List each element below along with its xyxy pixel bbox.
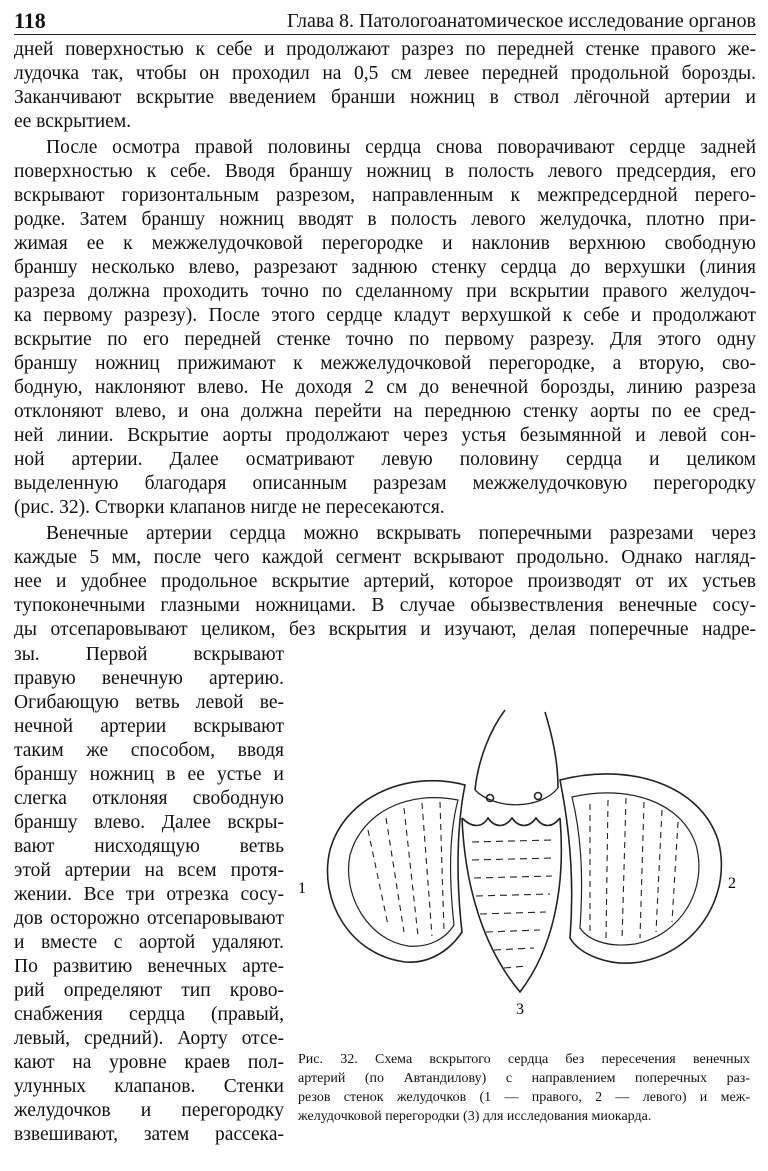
caption-line: Рис. 32. Схема вскрытого сердца без пересечения венечных: [298, 1052, 750, 1067]
text-line: ка первому разрезу). После этого сердце кладут верхушкой к себе и продолжают: [14, 305, 756, 326]
column-line: снабжения сердца (правый,: [14, 1004, 284, 1025]
column-line: желудочков и перегородку: [14, 1100, 284, 1121]
page-header: [14, 8, 756, 35]
left-ventricle-wall: [560, 774, 721, 963]
text-line: вскрывают горизонтальным разрезом, направленным к межпредсердной перего-: [14, 185, 756, 206]
text-line: Заканчивают вскрытие введением бранши ножниц в ствол лёгочной артерии и: [14, 87, 756, 108]
column-line: дов осторожно отсепаровывают: [14, 908, 284, 929]
text-line: браншу несколько влево, разрезают заднюю стенку сердца до верхушки (линия: [14, 257, 756, 278]
text-line: каждые 5 мм, после чего каждой сегмент вскрывают продольно. Однако нагляд-: [14, 547, 756, 568]
heart-diagram-figure: [290, 700, 756, 1030]
column-line: браншу ножниц в ее устье и: [14, 764, 284, 785]
column-line: кают на уровне краев пол-: [14, 1052, 284, 1073]
column-line: По развитию венечных арте-: [14, 956, 284, 977]
page-number: 118: [14, 8, 46, 33]
figure-label-2: 2: [728, 875, 736, 892]
caption-line: артерий (по Автандилову) с направлением поперечных раз-: [298, 1071, 750, 1086]
column-line: левый, средний). Аорту отсе-: [14, 1028, 284, 1049]
text-line: вскрытие по его передней стенке точно по первому разрезу. Для этого одну: [14, 329, 756, 350]
column-line: взвешивают, затем рассека-: [14, 1124, 284, 1145]
text-line: поверхностью к себе. Вводя браншу ножниц в полость левого предсердия, его: [14, 161, 756, 182]
text-line: бодную, наклоняют влево. Не доходя 2 см до венечной борозды, линию разреза: [14, 377, 756, 398]
text-line: ды отсепаровывают целиком, без вскрытия и изучают, делая поперечные надре-: [14, 619, 756, 640]
column-line: рий определяют тип крово-: [14, 980, 284, 1001]
column-line: правую венечную артерию.: [14, 668, 284, 689]
figure-label-1: 1: [298, 880, 306, 897]
text-line: родке. Затем браншу ножниц вводят в полость левого желудочка, плотно при-: [14, 209, 756, 230]
text-line: жимая ее к межжелудочковой перегородке и наклонив верхнюю свободную: [14, 233, 756, 254]
column-line: и вместе с аортой удаляют.: [14, 932, 284, 953]
septum: [462, 818, 561, 992]
column-line: слегка отклоняя свободную: [14, 788, 284, 809]
left-ventricle-inner: [572, 793, 699, 945]
text-line: нее и удобнее продольное вскрытие артерий, которое производят от их устьев: [14, 571, 756, 592]
text-line: разреза должна проходить точно по сделанному при вскрытии правого желудоч-: [14, 281, 756, 302]
column-line: зы. Первой вскрывают: [14, 644, 284, 665]
caption-line: резов стенок желудочков (1 — правого, 2 — левого) и меж-: [298, 1090, 750, 1105]
text-line: выделенную благодаря описанным разрезам межжелудочковую перегородку: [14, 473, 756, 494]
aorta-stump: [475, 710, 558, 790]
text-line: дней поверхностью к себе и продолжают разрез по передней стенке правого же-: [14, 39, 756, 60]
column-line: этой артерии на всем протя-: [14, 860, 284, 881]
septum-cut-lines: [472, 840, 554, 968]
running-head: Глава 8. Патологоанатомическое исследование органов: [287, 10, 756, 32]
text-line: лудочка так, чтобы он проходил на 0,5 см левее передней продольной борозды.: [14, 63, 756, 84]
text-line: Венечные артерии сердца можно вскрывать поперечными разрезами через: [46, 523, 756, 544]
column-line: жении. Все три отрезка сосу-: [14, 884, 284, 905]
text-line: браншу ножниц прижимают к межжелудочковой перегородке, а вторую, сво-: [14, 353, 756, 374]
column-line: Огибающую ветвь левой ве-: [14, 692, 284, 713]
column-line: нечной артерии вскрывают: [14, 716, 284, 737]
text-line: отклоняют влево, и она должна перейти на переднюю стенку аорты по ее сред-: [14, 401, 756, 422]
text-line: ее вскрытием.: [14, 111, 132, 132]
right-ventricle-inner: [349, 798, 458, 947]
left-ventricle-cut-lines: [590, 798, 678, 940]
text-line: После осмотра правой половины сердца снова поворачивают сердце задней: [46, 137, 756, 158]
text-line: ной артерии. Далее осматривают левую половину сердца и целиком: [14, 449, 756, 470]
valve-cusps: [462, 818, 560, 826]
opened-heart-illustration: [290, 700, 756, 1030]
column-line: вают нисходящую ветвь: [14, 836, 284, 857]
text-line: ней линии. Вскрытие аорты продолжают через устья безымянной и левой сон-: [14, 425, 756, 446]
caption-line: желудочковой перегородки (3) для исследования миокарда.: [298, 1109, 652, 1124]
column-line: улунных клапанов. Стенки: [14, 1076, 284, 1097]
column-line: браншу влево. Далее вскры-: [14, 812, 284, 833]
text-line: тупоконечными глазными ножницами. В случае обызвествления венечные сосу-: [14, 595, 756, 616]
right-ventricle-cut-lines: [368, 802, 444, 936]
column-line: таким же способом, вводя: [14, 740, 284, 761]
figure-label-3: 3: [516, 1001, 524, 1018]
text-line: (рис. 32). Створки клапанов нигде не пересекаются.: [14, 497, 445, 518]
